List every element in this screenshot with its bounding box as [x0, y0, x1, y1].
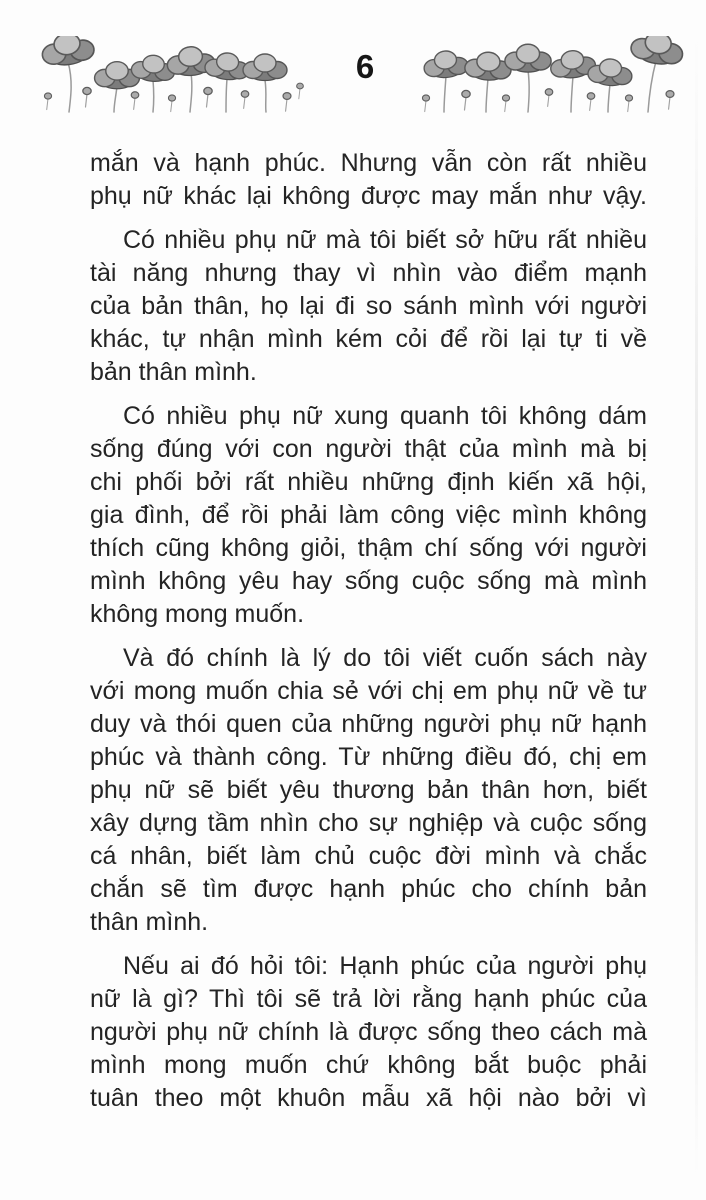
paragraph	[90, 642, 647, 939]
text-line: duy và thói quen của những người phụ nữ hạnh	[90, 710, 647, 738]
text-line: cá nhân, biết làm chủ cuộc đời mình và chắc	[90, 842, 647, 870]
flowers-ornament-right-icon	[416, 36, 684, 116]
text-line: tuân theo một khuôn mẫu xã hội nào bởi vì	[90, 1084, 647, 1112]
page-number: 6	[355, 48, 375, 85]
text-line: thân mình.	[90, 908, 209, 936]
text-line: Nếu ai đó hỏi tôi: Hạnh phúc của người phụ	[123, 952, 647, 980]
text-line: xây dựng tầm nhìn cho sự nghiệp và cuộc sống	[90, 809, 647, 837]
page-edge-shadow	[695, 0, 698, 1200]
paragraph	[90, 147, 647, 213]
text-line: bản thân mình.	[90, 358, 257, 386]
text-line: người phụ nữ chính là được sống theo cách mà	[90, 1018, 647, 1046]
paragraph	[90, 224, 647, 389]
text-line: mắn và hạnh phúc. Nhưng vẫn còn rất nhiều	[90, 149, 647, 177]
paragraph	[90, 400, 647, 631]
text-line: mình không yêu hay sống cuộc sống mà mình	[90, 567, 647, 595]
text-line: Có nhiều phụ nữ mà tôi biết sở hữu rất nhiều	[123, 226, 647, 254]
page-header	[0, 34, 706, 114]
text-line: chi phối bởi rất nhiều những định kiến xã hội,	[90, 468, 647, 496]
text-line: sống đúng với con người thật của mình mà bị	[90, 435, 647, 463]
text-line: gia đình, để rồi phải làm công việc mình không	[90, 501, 647, 529]
text-line: phụ nữ sẽ biết yêu thương bản thân hơn, biết	[90, 776, 647, 804]
text-line: phụ nữ khác lại không được may mắn như vậy.	[90, 182, 647, 210]
paragraph	[90, 950, 647, 1115]
text-line: chắn sẽ tìm được hạnh phúc cho chính bản	[90, 875, 647, 903]
text-line: phúc và thành công. Từ những điều đó, chị em	[90, 743, 647, 771]
text-line: của bản thân, họ lại đi so sánh mình với người	[90, 292, 647, 320]
text-line: không mong muốn.	[90, 600, 305, 628]
text-line: Có nhiều phụ nữ xung quanh tôi không dám	[123, 402, 647, 430]
text-line: Và đó chính là lý do tôi viết cuốn sách này	[123, 644, 647, 672]
text-column	[90, 147, 647, 1115]
text-line: thích cũng không giỏi, thậm chí sống với người	[90, 534, 647, 562]
text-line: mình mong muốn chứ không bắt buộc phải	[90, 1051, 647, 1079]
text-line: nữ là gì? Thì tôi sẽ trả lời rằng hạnh phúc của	[90, 985, 647, 1013]
text-line: với mong muốn chia sẻ với chị em phụ nữ về tư	[90, 677, 647, 705]
text-line: khác, tự nhận mình kém cỏi để rồi lại tự ti về	[90, 325, 647, 353]
text-line: tài năng nhưng thay vì nhìn vào điểm mạnh	[90, 259, 647, 287]
